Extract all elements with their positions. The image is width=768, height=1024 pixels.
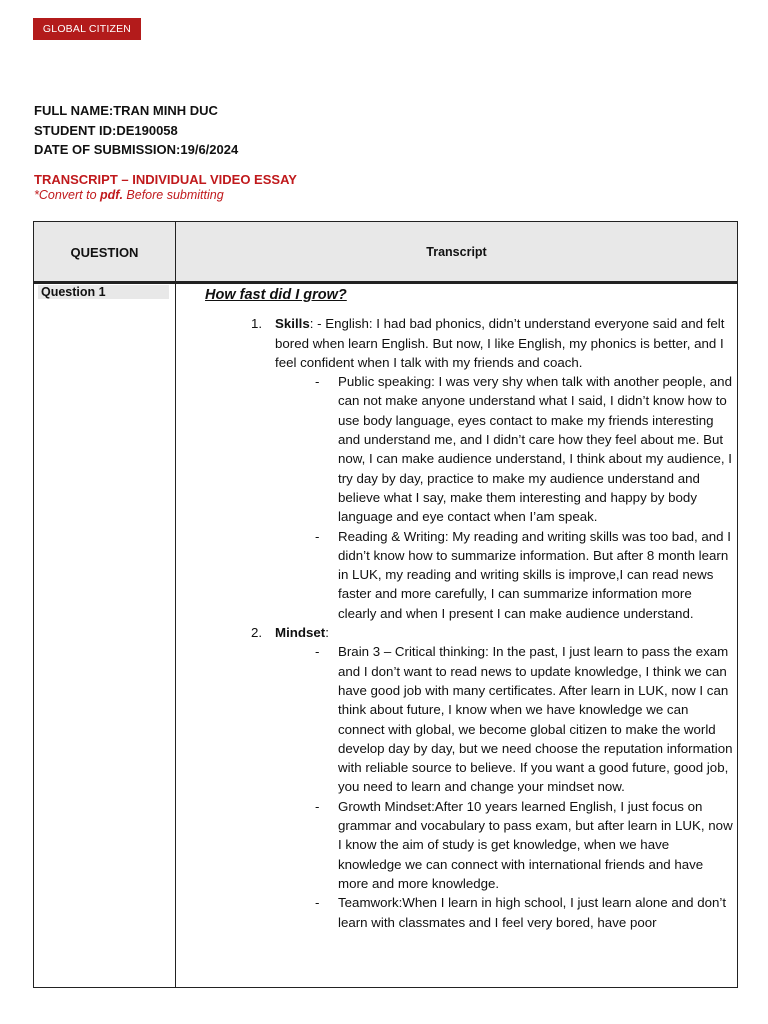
table-header [34, 222, 737, 282]
section-number: 2. [251, 625, 263, 641]
column-header-transcript: Transcript [426, 245, 487, 259]
note-suffix: Before submitting [122, 188, 224, 202]
dash-bullet: - [315, 798, 320, 814]
global-citizen-badge: GLOBAL CITIZEN [33, 18, 141, 40]
list-item-text: Reading & Writing: My reading and writing skills was too bad, and I didn’t know how to summarize information. But after 8 month learn in LUK, my reading and writing skills is improve,I can read news faster and more carefully, I can summarize information more clearly and when I present I can make audience understand. [338, 528, 731, 621]
dash-bullet: - [315, 528, 320, 544]
note-prefix: *Convert to [34, 188, 101, 202]
student-info [34, 101, 238, 160]
note-format: pdf. [100, 188, 123, 202]
document-title: TRANSCRIPT – INDIVIDUAL VIDEO ESSAY [34, 172, 297, 187]
list-item [205, 372, 733, 526]
header-divider [34, 281, 737, 284]
list-item [205, 797, 733, 893]
list-item-text: Growth Mindset:After 10 years learned English, I just focus on grammar and vocabulary to pass exam, but after learn in LUK, now I know the aim of study is get knowledge, when we have knowledge we can connect with international friends and have more and more knowledge. [338, 798, 733, 891]
question-title: How fast did I grow? [205, 287, 347, 303]
list-item [205, 527, 733, 623]
column-header-question: QUESTION [70, 244, 139, 260]
section-label: Skills [275, 316, 310, 332]
list-item-text: Public speaking: I was very shy when talk with another people, and can not make anyone understand what I said, I didn’t know how to use body language, eyes contact to make my friends interesting and understand me, and I didn’t care how they feel about me. But now, I can make audience understand, I think about my audience, I try day by day, practice to make my audience understand and believe what I say, make them interesting and happy by body language and eye contact when I’am speak. [338, 374, 732, 525]
dash-bullet: - [315, 895, 320, 911]
submission-note [34, 188, 224, 202]
section-intro: : [325, 625, 329, 641]
student-id: STUDENT ID:DE190058 [34, 122, 178, 138]
full-name: FULL NAME:TRAN MINH DUC [34, 103, 218, 118]
submission-date: DATE OF SUBMISSION:19/6/2024 [34, 142, 239, 157]
question-label: Question 1 [38, 285, 169, 299]
column-divider [175, 222, 176, 987]
dash-bullet: - [315, 374, 320, 390]
list-item [205, 893, 733, 932]
section-label: Mindset [275, 625, 326, 641]
list-item-text: Brain 3 – Critical thinking: In the past, I just learn to pass the exam and I don’t want to read news to update knowledge, I think we can have good job with many certificates. After learn in LUK, now I can think about future, I know when we have knowledge we can connect with global, we become global citizen to make the world develop day by day, but we need choose the reputation information with reliable source to believe. If you want a good future, good job, you need to learn and change your mindset now. [338, 644, 733, 795]
transcript-table [33, 221, 738, 988]
list-item-text: Teamwork:When I learn in high school, I just learn alone and don’t learn with classmates and I feel very bored, have poor [338, 895, 727, 930]
dash-bullet: - [315, 644, 320, 660]
list-item [205, 642, 733, 796]
transcript-content [205, 286, 733, 932]
section-number: 1. [251, 316, 263, 332]
section-intro: : - English: I had bad phonics, didn’t understand everyone said and felt bored when learn English. But now, I like English, my phonics is better, and I feel confident when I talk with my friends and coach. [275, 316, 725, 370]
section-mindset [205, 623, 733, 642]
section-skills [205, 314, 733, 372]
